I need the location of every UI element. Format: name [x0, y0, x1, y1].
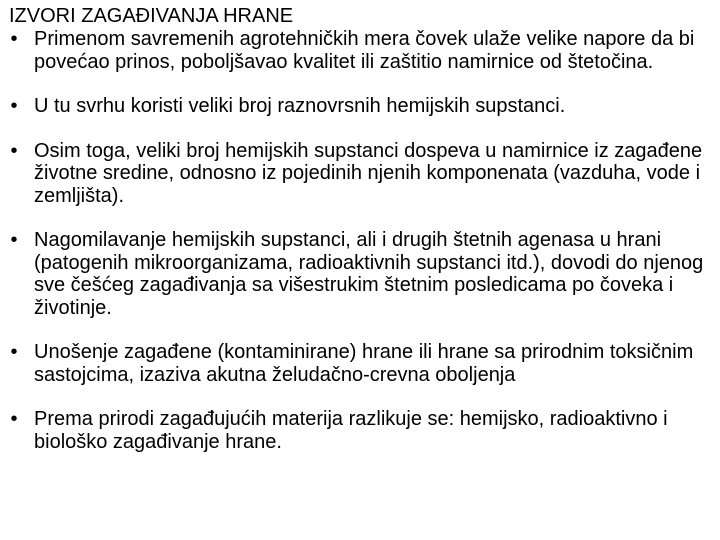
bullet-text: Osim toga, veliki broj hemijskih supstanci dospeva u namirnice iz zagađene životne sredine, odnosno iz pojedinih njenih komponenata (vazduha, vode i zemljišta). — [34, 139, 703, 207]
bullet-item — [0, 341, 714, 386]
bullet-text: U tu svrhu koristi veliki broj raznovrsnih hemijskih supstanci. — [34, 95, 566, 117]
bullet-item — [0, 408, 714, 453]
bullet-text: Primenom savremenih agrotehničkih mera čovek ulaže velike napore da bi povećao prinos, poboljšavao kvalitet ili zaštitio namirnice od štetočina. — [34, 28, 695, 73]
slide-title: IZVORI ZAGAĐIVANJA HRANE — [9, 5, 294, 27]
bullet-icon: • — [10, 229, 18, 251]
bullet-list — [0, 28, 714, 475]
bullet-icon: • — [10, 408, 18, 430]
bullet-icon: • — [10, 28, 18, 50]
bullet-icon: • — [10, 95, 18, 117]
bullet-icon: • — [10, 139, 18, 162]
bullet-icon: • — [10, 341, 18, 363]
bullet-text: Prema prirodi zagađujućih materija razlikuje se: hemijsko, radioaktivno i biološko zagađivanje hrane. — [34, 408, 668, 453]
bullet-item — [0, 140, 714, 208]
bullet-item — [0, 229, 714, 319]
bullet-item — [0, 95, 714, 118]
bullet-item — [0, 28, 714, 73]
bullet-text: Unošenje zagađene (kontaminirane) hrane ili hrane sa prirodnim toksičnim sastojcima, izaziva akutna želudačno-crevna oboljenja — [34, 341, 694, 386]
bullet-text: Nagomilavanje hemijskih supstanci, ali i drugih štetnih agenasa u hrani (patogenih mikroorganizama, radioaktivnih supstanci itd.), dovodi do njenog sve češćeg zagađivanja sa višestrukim štetnim posledicama po čoveka i životinje. — [34, 229, 704, 319]
